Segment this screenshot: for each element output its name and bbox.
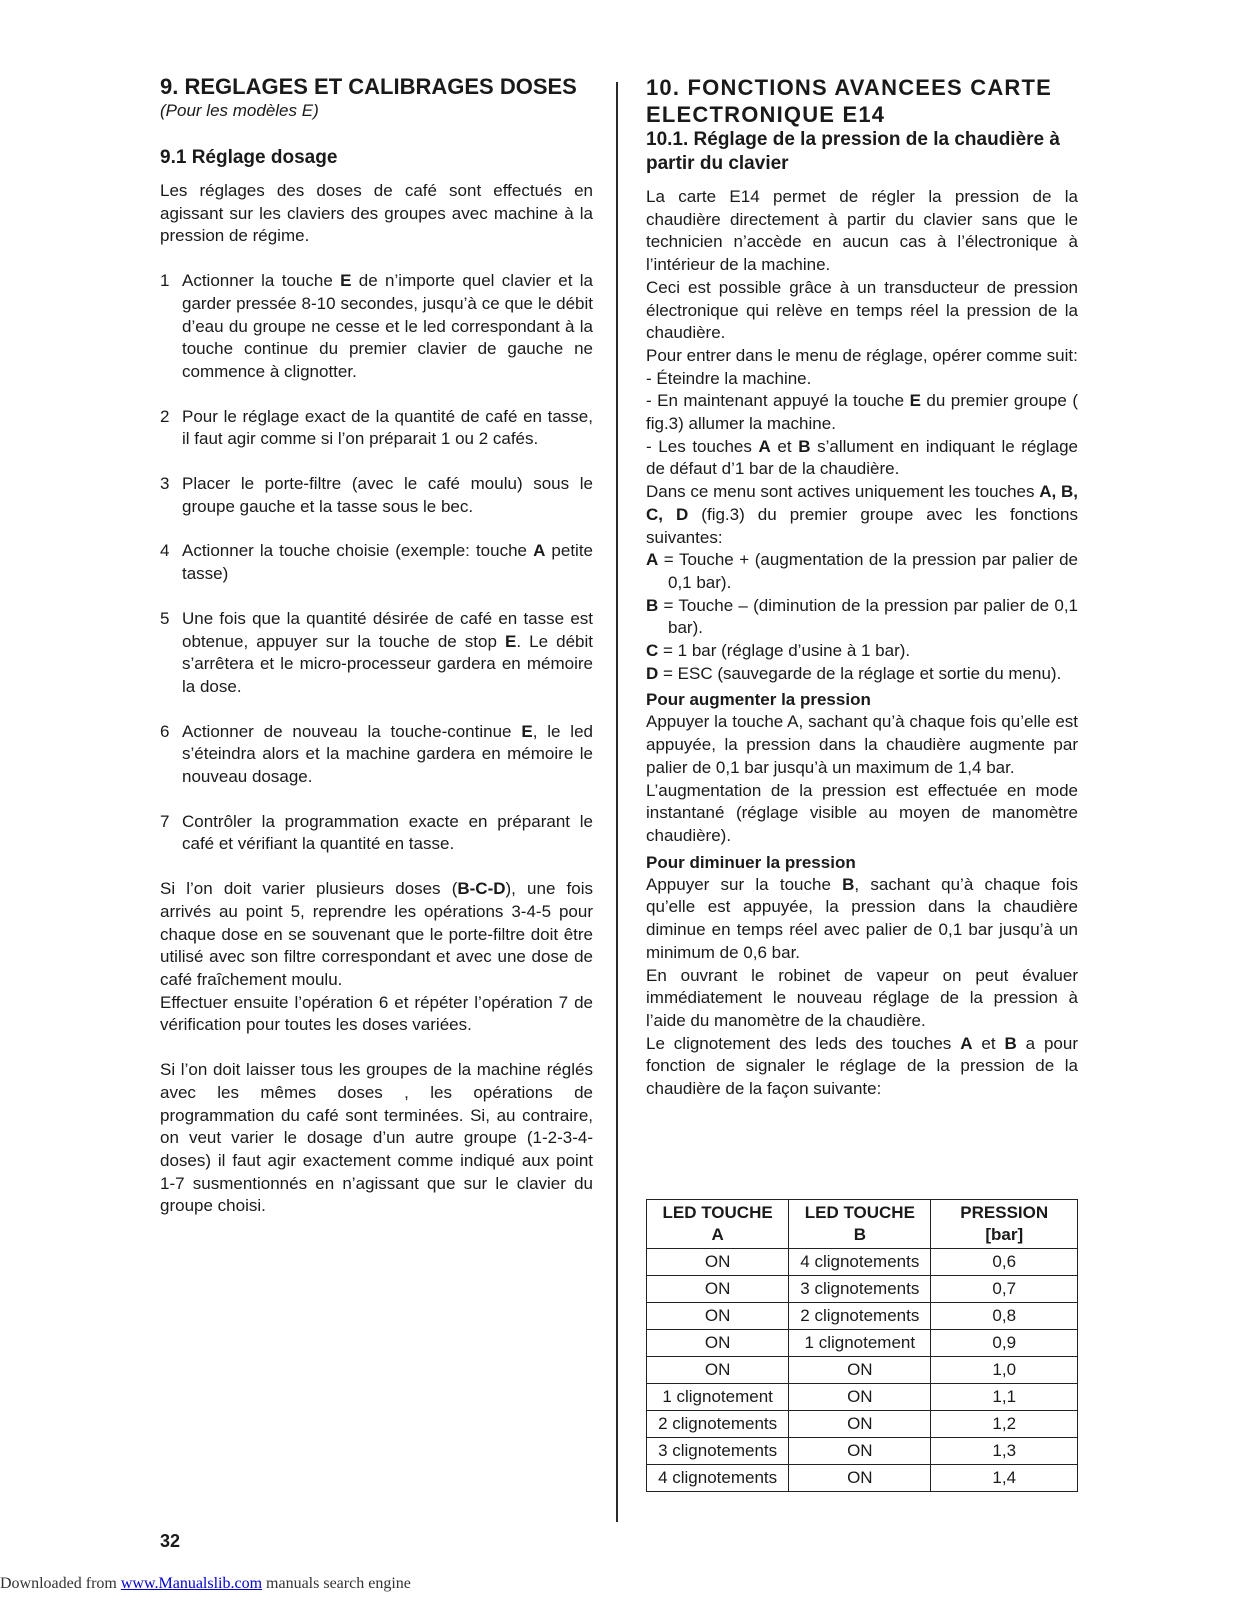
steps-list: [160, 270, 593, 856]
table-header-row: [647, 1200, 1078, 1249]
table-cell: 4 clignotements: [789, 1249, 931, 1276]
table-cell: ON: [647, 1276, 789, 1303]
right-column: [646, 74, 1078, 1101]
step-item: 6 Actionner de nouveau la touche-continue E, le led s’éteindra alors et la machine gardera en mémoire le nouveau dosage.: [160, 721, 593, 787]
table-cell: ON: [789, 1438, 931, 1465]
table-cell: 0,9: [931, 1330, 1078, 1357]
section-10-title-line1: 10. FONCTIONS AVANCEES CARTE: [646, 75, 1053, 100]
table-cell: 1,1: [931, 1384, 1078, 1411]
table-row: [647, 1330, 1078, 1357]
key-definition: B = Touche – (diminution de la pression par palier de 0,1 bar).: [646, 595, 1078, 638]
table-cell: 1,3: [931, 1438, 1078, 1465]
table-cell: 1 clignotement: [789, 1330, 931, 1357]
table-cell: ON: [647, 1303, 789, 1330]
section-9-subtitle: (Pour les modèles E): [160, 101, 319, 120]
section-10-title-line2: ELECTRONIQUE E14: [646, 102, 886, 127]
then-paragraph: Effectuer ensuite l’opération 6 et répéter l’opération 7 de vérification pour toutes les doses variées.: [160, 992, 593, 1035]
table-cell: 1,4: [931, 1465, 1078, 1492]
paragraph: En ouvrant le robinet de vapeur on peut évaluer immédiatement le nouveau réglage de la pression à l’aide du manomètre de la chaudière.: [646, 965, 1078, 1030]
section-9-title: 9. REGLAGES ET CALIBRAGES DOSES: [160, 74, 577, 99]
paragraph: Appuyer sur la touche B, sachant qu’à chaque fois qu’elle est appuyée, la pression dans la chaudière diminue en temps réel avec palier de 0,1 bar jusqu’à un minimum de 0,6 bar.: [646, 874, 1078, 962]
section-9-1-heading: 9.1 Réglage dosage: [160, 147, 338, 168]
section-10-1-heading: 10.1. Réglage de la pression de la chaudière à partir du clavier: [646, 129, 1060, 174]
paragraph: Dans ce menu sont actives uniquement les touches A, B, C, D (fig.3) du premier groupe avec les fonctions suivantes:: [646, 482, 1078, 547]
table-cell: 0,8: [931, 1303, 1078, 1330]
table-cell: ON: [647, 1330, 789, 1357]
key-definition: D = ESC (sauvegarde de la réglage et sortie du menu).: [646, 663, 1062, 683]
left-column: [160, 74, 593, 1218]
key-definition: A = Touche + (augmentation de la pression par palier de 0,1 bar).: [646, 550, 1078, 592]
table-cell: 0,7: [931, 1276, 1078, 1303]
step-item: 1 Actionner la touche E de n’importe quel clavier et la garder pressée 8-10 secondes, jusqu’à ce que le débit d’eau du groupe ne cesse et le led correspondant à la touche continue du premier clavier de gauche ne commence à clignotter.: [160, 271, 594, 381]
table-body: [647, 1249, 1078, 1492]
paragraph: Le clignotement des leds des touches A et B a pour fonction de signaler le réglage de la pression de la chaudière de la façon suivante:: [646, 1033, 1078, 1099]
table-cell: 0,6: [931, 1249, 1078, 1276]
table-cell: ON: [789, 1357, 931, 1384]
decrease-pressure-heading: Pour diminuer la pression: [646, 852, 856, 872]
page-number: 32: [160, 1531, 181, 1551]
step-item: 7 Contrôler la programmation exacte en préparant le café et vérifiant la quantité en tasse.: [160, 811, 593, 854]
table-cell: ON: [789, 1384, 931, 1411]
intro-paragraph: Les réglages des doses de café sont effectués en agissant sur les claviers des groupes avec machine à la pression de régime.: [160, 181, 593, 246]
table-row: [647, 1249, 1078, 1276]
paragraph: Pour entrer dans le menu de réglage, opérer comme suit:: [646, 345, 1078, 365]
paragraph: Ceci est possible grâce à un transducteur de pression électronique qui relève en temps réel la pression de la chaudière.: [646, 277, 1078, 343]
table-cell: 4 clignotements: [647, 1465, 789, 1492]
column-header-led-b: LED TOUCHE B: [789, 1200, 931, 1249]
column-header-pressure: PRESSION [bar]: [931, 1200, 1078, 1249]
column-divider: [616, 82, 618, 1522]
step-item: 5 Une fois que la quantité désirée de café en tasse est obtenue, appuyer sur la touche de stop E. Le débit s’arrêtera et le micro-processeur gardera en mémoire la dose.: [160, 608, 593, 696]
paragraph: - Éteindre la machine.: [646, 368, 812, 388]
manualslib-link[interactable]: www.Manualslib.com: [120, 1575, 263, 1592]
paragraph: Appuyer la touche A, sachant qu’à chaque fois qu’elle est appuyée, la pression dans la chaudière augmente par palier de 0,1 bar jusqu’à un maximum de 1,4 bar.: [646, 712, 1078, 777]
step-item: 2 Pour le réglage exact de la quantité de café en tasse, il faut agir comme si l’on préparait 1 ou 2 cafés.: [160, 406, 593, 449]
several-doses-paragraph: Si l’on doit varier plusieurs doses (B-C-D), une fois arrivés au point 5, reprendre les opérations 3-4-5 pour chaque dose en se souvenant que le porte-filtre doit être utilisé avec son filtre correspondant et avec une dose de café fraîchement moulu.: [160, 879, 593, 989]
paragraph: L’augmentation de la pression est effectuée en mode instantané (réglage visible au moyen de manomètre chaudière).: [646, 780, 1078, 845]
table-row: [647, 1357, 1078, 1384]
table-cell: ON: [789, 1465, 931, 1492]
table-cell: 1,2: [931, 1411, 1078, 1438]
groups-paragraph: Si l’on doit laisser tous les groupes de la machine réglés avec les mêmes doses , les opérations de programmation du café sont terminées. Si, au contraire, on veut varier le dosage d’un autre groupe (1-2-3-4- doses) il faut agir exactement comme indiqué aux point 1-7 susmentionnés en n’agissant que sur le clavier du groupe choisi.: [160, 1060, 593, 1216]
table-row: [647, 1303, 1078, 1330]
table-row: [647, 1411, 1078, 1438]
table-cell: ON: [647, 1357, 789, 1384]
table-cell: ON: [647, 1249, 789, 1276]
step-item: 3 Placer le porte-filtre (avec le café moulu) sous le groupe gauche et la tasse sous le bec.: [160, 474, 593, 516]
table-cell: 3 clignotements: [789, 1276, 931, 1303]
led-pressure-table: [646, 1199, 1078, 1492]
table-row: [647, 1384, 1078, 1411]
download-footer: Downloaded from www.Manualslib.com manuals search engine: [0, 1575, 411, 1592]
column-header-led-a: LED TOUCHE A: [647, 1200, 789, 1249]
table-row: [647, 1438, 1078, 1465]
paragraph: La carte E14 permet de régler la pression de la chaudière directement à partir du clavier sans que le technicien n’accède en aucun cas à l’électronique à l’intérieur de la machine.: [646, 187, 1078, 275]
table-cell: 1,0: [931, 1357, 1078, 1384]
table-cell: ON: [789, 1411, 931, 1438]
paragraph: - En maintenant appuyé la touche E du premier groupe ( fig.3) allumer la machine.: [646, 391, 1078, 434]
table-cell: 1 clignotement: [647, 1384, 789, 1411]
table-row: [647, 1465, 1078, 1492]
table-cell: 2 clignotements: [789, 1303, 931, 1330]
table-cell: 3 clignotements: [647, 1438, 789, 1465]
increase-pressure-heading: Pour augmenter la pression: [646, 690, 871, 710]
table-cell: 2 clignotements: [647, 1411, 789, 1438]
step-item: 4 Actionner la touche choisie (exemple: touche A petite tasse): [160, 541, 594, 584]
table-row: [647, 1276, 1078, 1303]
key-definition: C = 1 bar (réglage d’usine à 1 bar).: [646, 641, 911, 661]
paragraph: - Les touches A et B s’allument en indiquant le réglage de défaut d’1 bar de la chaudière.: [646, 436, 1079, 479]
key-definitions-list: [646, 549, 1078, 685]
